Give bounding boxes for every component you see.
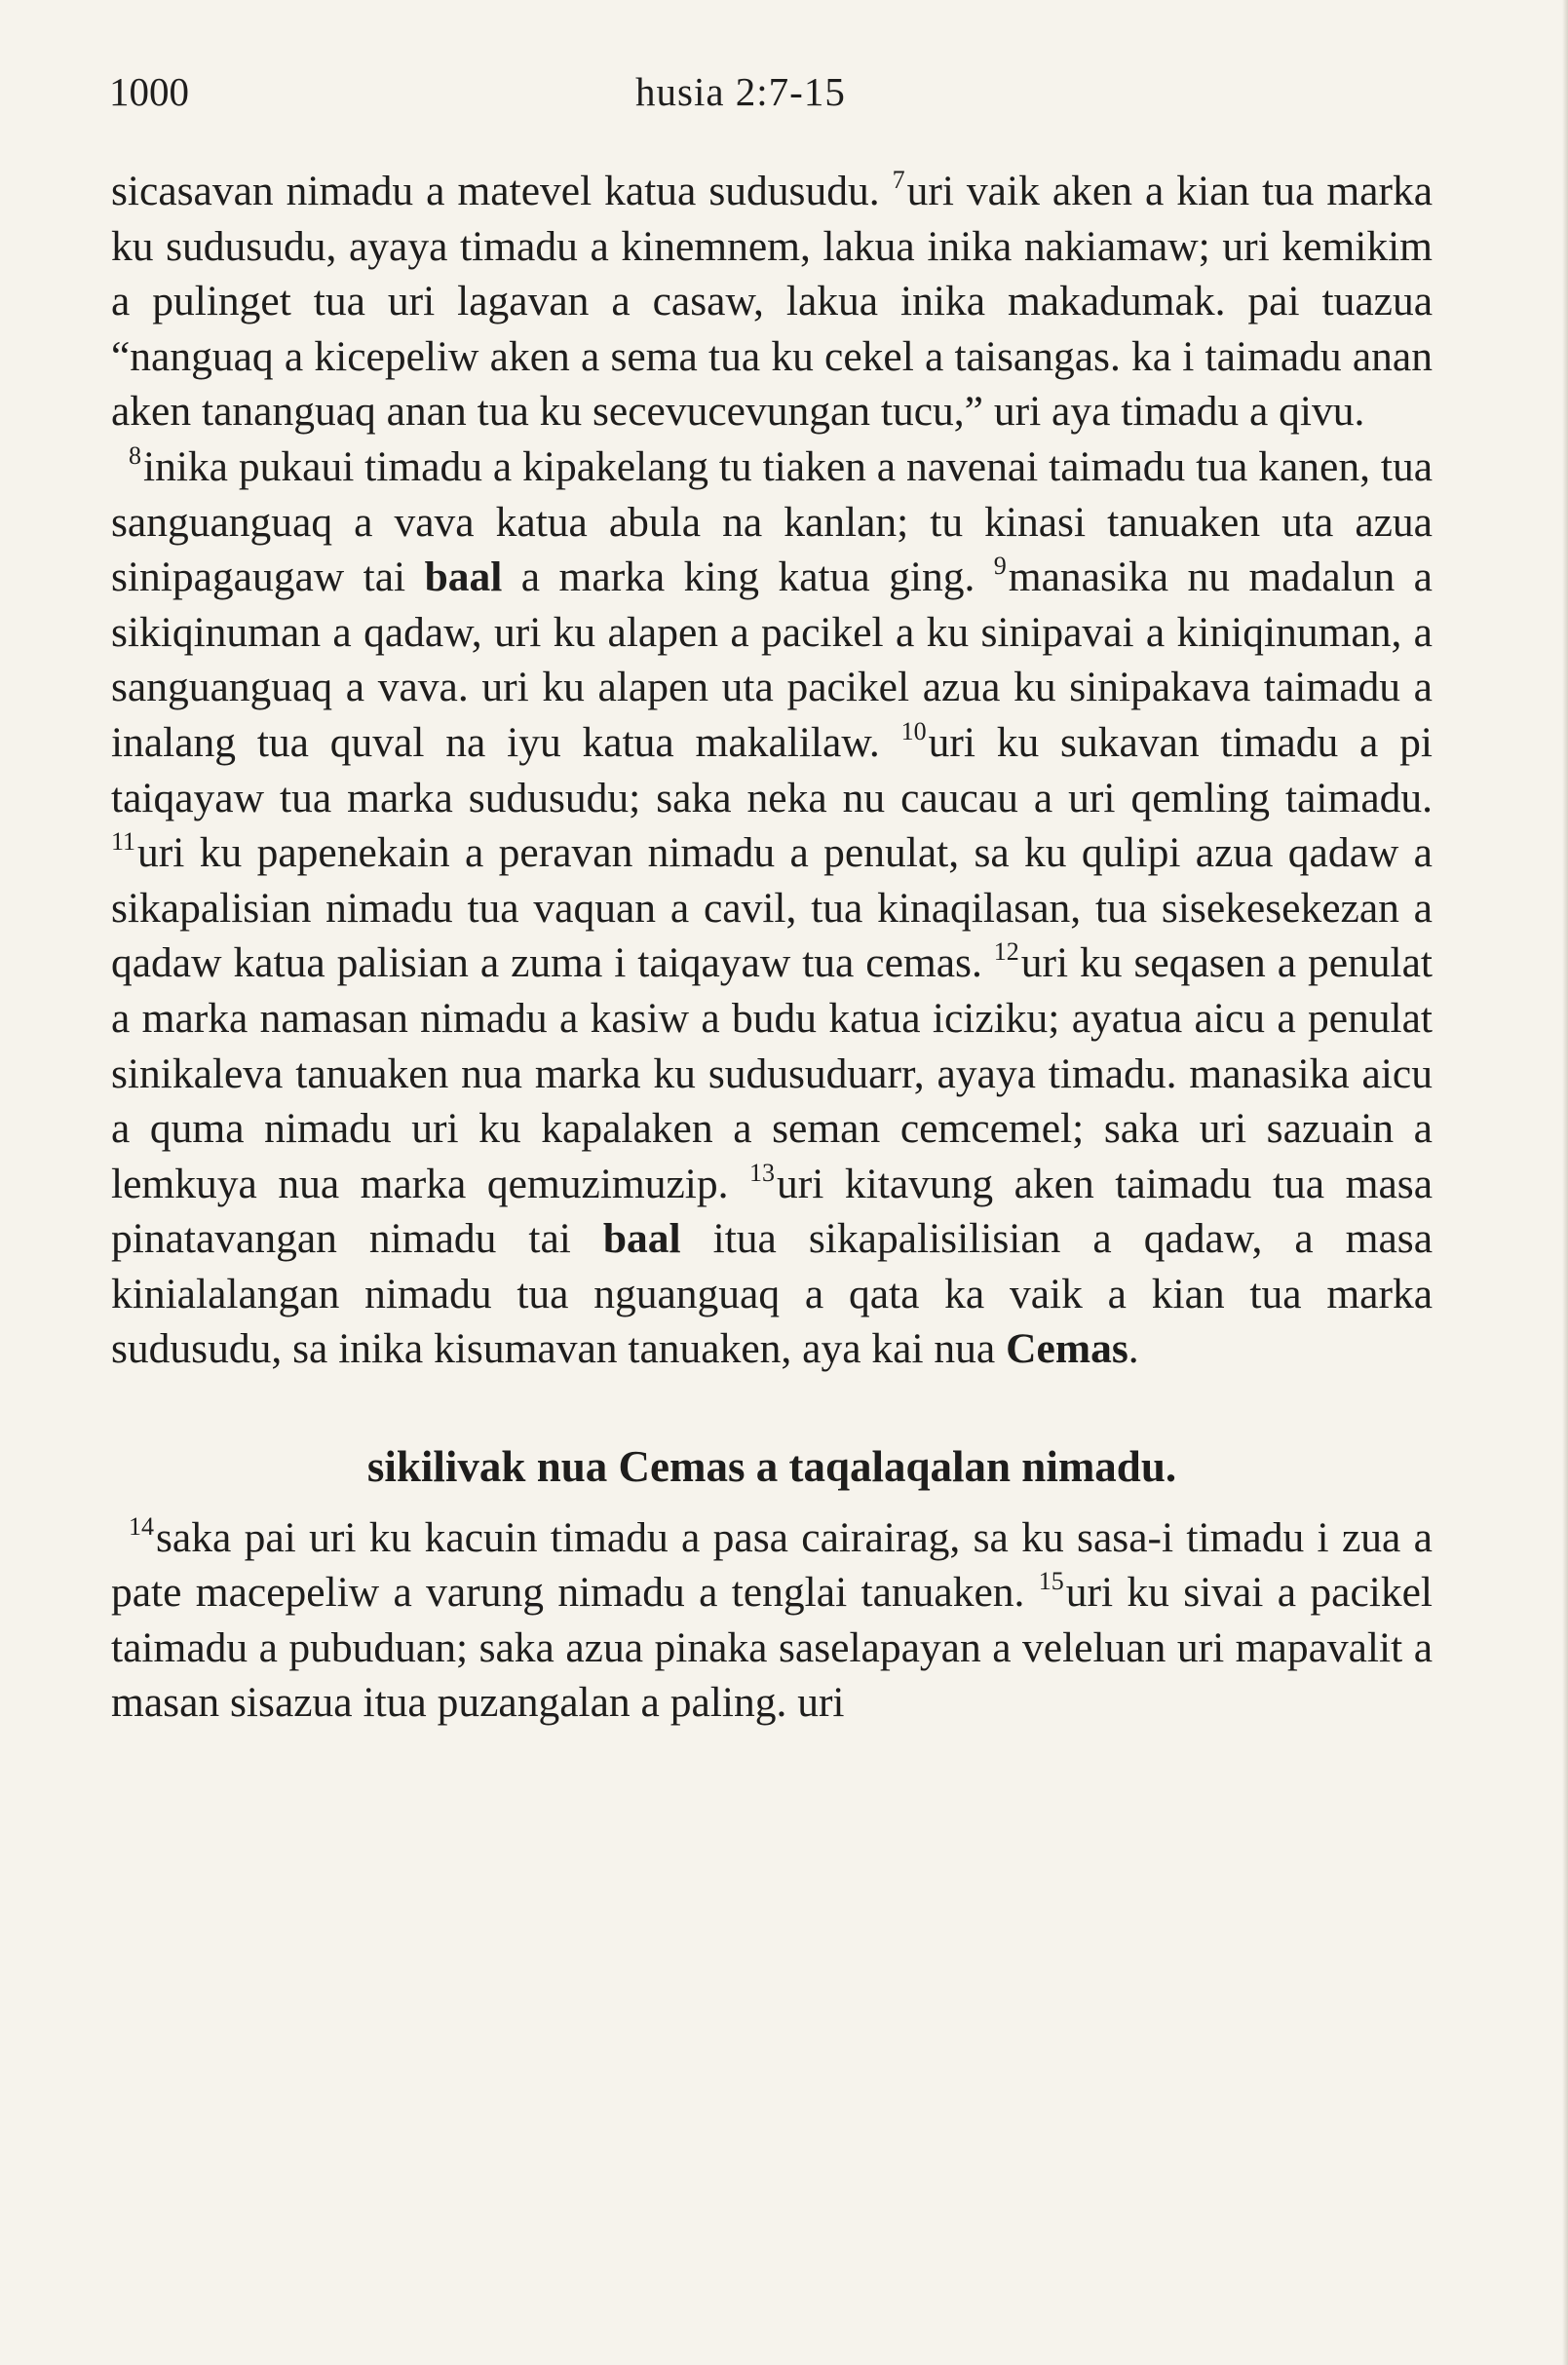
running-head: husia 2:7-15 (635, 69, 846, 114)
verse-number: 13 (749, 1158, 776, 1187)
text-run: uri ku sivai a pacikel taimadu a pubuduan; saka azua pinaka saselapayan a veleluan uri mapavalit a masan sisazua itua puzangalan a paling. uri (111, 1569, 1433, 1727)
body-text (111, 164, 1433, 1731)
verse-number: 9 (993, 552, 1007, 581)
text-run: uri ku papenekain a peravan nimadu a penulat, sa ku qulipi azua qadaw a sikapalisian nimadu tua vaquan a cavil, tua kinaqilasan, tua sisekesekezan a qadaw katua palisian a zuma i taiqayaw tua cemas. (111, 829, 1433, 987)
text-run: uri kitavung aken taimadu tua masa pinatavangan nimadu tai (111, 1160, 1434, 1263)
text-run: uri vaik aken a kian tua marka ku sudusudu, ayaya timadu a kinemnem, lakua inika nakiamaw; uri kemikim a pulinget tua uri lagavan a casaw, lakua inika makadumak. pai tuazua “nanguaq a kicepeliw aken a sema tua ku cekel a taisangas. ka i taimadu anan aken tananguaq anan tua ku secevucevungan tucu,” uri aya timadu a qivu. (111, 168, 1433, 436)
text-run: inika pukaui timadu a kipakelang tu tiaken a navenai taimadu tua kanen, tua sanguanguaq a vava katua abula na kanlan; tu kinasi tanuaken uta azua sinipagaugaw tai (111, 442, 1433, 601)
page-edge-shadow (1562, 0, 1568, 2365)
text-run: uri ku sukavan timadu a pi taiqayaw tua marka sudusudu; saka neka nu caucau a uri qemling taimadu. (111, 718, 1433, 821)
paragraph (111, 1510, 1433, 1731)
bold-term: baal (424, 553, 503, 601)
bold-term: Cemas (1006, 1325, 1128, 1373)
section-heading: sikilivak nua Cemas a taqalaqalan nimadu. (366, 1442, 1177, 1492)
text-run: manasika nu madalun a sikiqinuman a qadaw, uri ku alapen a pacikel a ku sinipavai a kiniqinuman, a sanguanguaq a vava. uri ku alapen uta pacikel azua ku sinipakava taimadu a inalang tua quval na iyu katua makalilaw. (111, 553, 1433, 766)
paragraph (111, 439, 1433, 1377)
text-run: saka pai uri ku kacuin timadu a pasa cairairag, sa ku sasa-i timadu i zua a pate macepeliw a varung nimadu a tenglai tanuaken. (111, 1513, 1433, 1617)
text-run: sicasavan nimadu a matevel katua sudusudu. (111, 168, 893, 214)
text-run: itua sikapalisilisian a qadaw, a masa kinialalangan nimadu tua nguanguaq a qata ka vaik a kian tua marka sudusudu, sa inika kisumavan tanuaken, aya kai nua (111, 1215, 1433, 1373)
verse-number: 8 (129, 440, 141, 470)
verse-number: 7 (892, 166, 905, 194)
verse-number: 10 (900, 716, 927, 745)
text-run: uri ku seqasen a penulat a marka namasan nimadu a kasiw a budu katua iciziku; ayatua aicu a penulat sinikaleva tanuaken nua marka ku sudusuduarr, ayaya timadu. manasika aicu a quma nimadu uri ku kapalaken a seman cemcemel; saka uri sazuain a lemkuya nua marka qemuzimuzip. (111, 939, 1433, 1207)
page-header (109, 68, 1459, 127)
bold-term: baal (602, 1215, 681, 1263)
text-run: a marka king katua ging. (502, 553, 994, 601)
verse-number: 11 (111, 827, 136, 857)
text-run: . (1128, 1325, 1139, 1373)
verse-number: 14 (129, 1511, 154, 1541)
page-number: 1000 (109, 69, 189, 114)
paragraph-continuation (111, 164, 1433, 439)
verse-number: 12 (993, 937, 1019, 967)
verse-number: 15 (1038, 1567, 1064, 1596)
